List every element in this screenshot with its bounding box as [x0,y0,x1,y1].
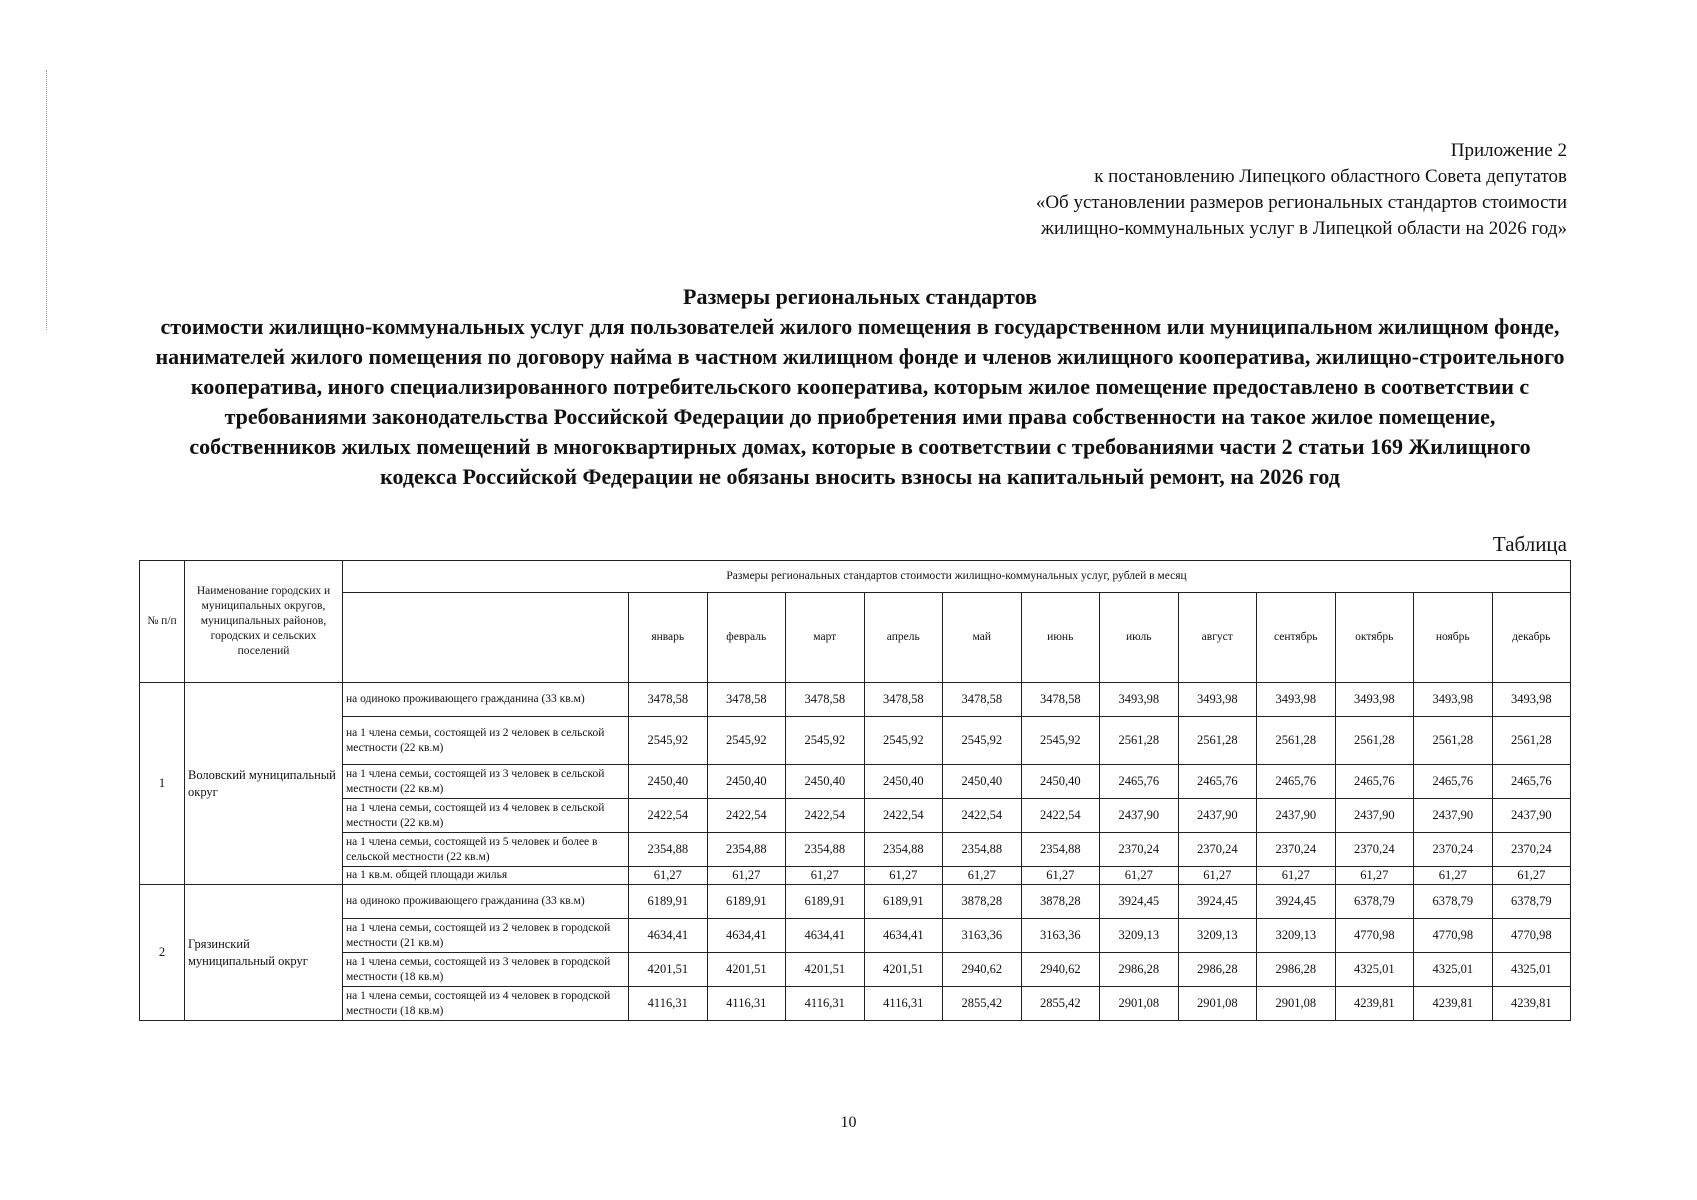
months-row [140,593,1571,683]
row-number: 2 [140,885,185,1021]
value-cell: 3493,98 [1492,683,1571,717]
value-cell: 4325,01 [1335,953,1414,987]
value-cell: 4634,41 [786,919,865,953]
header-name: Наименование городских и муниципальных округов, муниципальных районов, городских и сельских поселений [185,561,343,683]
value-cell: 3163,36 [1021,919,1100,953]
value-cell: 3478,58 [786,683,865,717]
value-cell: 3878,28 [943,885,1022,919]
table-row [140,683,1571,717]
annex-header [1036,138,1567,242]
value-cell: 4634,41 [864,919,943,953]
category-cell: на одиноко проживающего гражданина (33 кв.м) [343,683,629,717]
table-row [140,919,1571,953]
table-row [140,885,1571,919]
value-cell: 61,27 [1021,867,1100,885]
value-cell: 2354,88 [943,833,1022,867]
value-cell: 2545,92 [629,717,708,765]
value-cell: 6189,91 [786,885,865,919]
value-cell: 2354,88 [786,833,865,867]
category-cell: на 1 члена семьи, состоящей из 2 человек в сельской местности (22 кв.м) [343,717,629,765]
value-cell: 3493,98 [1335,683,1414,717]
value-cell: 2901,08 [1178,987,1257,1021]
value-cell: 2354,88 [629,833,708,867]
value-cell: 61,27 [629,867,708,885]
header-month: февраль [707,593,786,683]
value-cell: 2370,24 [1414,833,1493,867]
value-cell: 4201,51 [629,953,708,987]
value-cell: 4201,51 [707,953,786,987]
value-cell: 3163,36 [943,919,1022,953]
value-cell: 2437,90 [1100,799,1179,833]
value-cell: 2545,92 [786,717,865,765]
value-cell: 2422,54 [1021,799,1100,833]
value-cell: 4201,51 [864,953,943,987]
value-cell: 3209,13 [1257,919,1336,953]
header-month: январь [629,593,708,683]
value-cell: 2450,40 [786,765,865,799]
value-cell: 3493,98 [1178,683,1257,717]
value-cell: 4116,31 [629,987,708,1021]
header-num: № п/п [140,561,185,683]
value-cell: 4116,31 [707,987,786,1021]
header-group: Размеры региональных стандартов стоимости жилищно-коммунальных услуг, рублей в месяц [343,561,1571,593]
value-cell: 4770,98 [1414,919,1493,953]
value-cell: 2370,24 [1178,833,1257,867]
value-cell: 4201,51 [786,953,865,987]
value-cell: 2354,88 [1021,833,1100,867]
value-cell: 2465,76 [1257,765,1336,799]
value-cell: 4239,81 [1414,987,1493,1021]
value-cell: 2437,90 [1257,799,1336,833]
value-cell: 2450,40 [629,765,708,799]
tariff-table [139,560,1571,1021]
value-cell: 2545,92 [864,717,943,765]
value-cell: 2422,54 [629,799,708,833]
table-row [140,953,1571,987]
value-cell: 3878,28 [1021,885,1100,919]
value-cell: 2450,40 [943,765,1022,799]
table-caption: Таблица [1492,532,1567,556]
annex-line-3: «Об установлении размеров региональных стандартов стоимости [1035,192,1567,213]
value-cell: 4239,81 [1492,987,1571,1021]
value-cell: 6189,91 [629,885,708,919]
value-cell: 2465,76 [1100,765,1179,799]
value-cell: 2437,90 [1492,799,1571,833]
value-cell: 2465,76 [1414,765,1493,799]
category-cell: на 1 члена семьи, состоящей из 4 человек в городской местности (18 кв.м) [343,987,629,1021]
value-cell: 2855,42 [1021,987,1100,1021]
value-cell: 3924,45 [1100,885,1179,919]
value-cell: 2450,40 [707,765,786,799]
value-cell: 4116,31 [864,987,943,1021]
header-month: август [1178,593,1257,683]
value-cell: 61,27 [1178,867,1257,885]
annex-line-2: к постановлению Липецкого областного Совета депутатов [1094,166,1567,187]
value-cell: 2855,42 [943,987,1022,1021]
value-cell: 4634,41 [707,919,786,953]
value-cell: 2437,90 [1414,799,1493,833]
value-cell: 3493,98 [1414,683,1493,717]
value-cell: 6378,79 [1492,885,1571,919]
value-cell: 4770,98 [1335,919,1414,953]
document-heading [150,282,1570,492]
value-cell: 2370,24 [1492,833,1571,867]
value-cell: 6378,79 [1414,885,1493,919]
header-month: октябрь [1335,593,1414,683]
value-cell: 2561,28 [1100,717,1179,765]
value-cell: 4325,01 [1414,953,1493,987]
value-cell: 2450,40 [1021,765,1100,799]
value-cell: 2422,54 [786,799,865,833]
value-cell: 2545,92 [1021,717,1100,765]
header-month: декабрь [1492,593,1571,683]
category-cell: на 1 члена семьи, состоящей из 3 человек в сельской местности (22 кв.м) [343,765,629,799]
category-cell: на 1 кв.м. общей площади жилья [343,867,629,885]
annex-line-1: Приложение 2 [1450,140,1567,161]
value-cell: 2986,28 [1257,953,1336,987]
category-cell: на 1 члена семьи, состоящей из 4 человек в сельской местности (22 кв.м) [343,799,629,833]
value-cell: 6189,91 [864,885,943,919]
value-cell: 61,27 [1414,867,1493,885]
value-cell: 4770,98 [1492,919,1571,953]
value-cell: 3478,58 [1021,683,1100,717]
value-cell: 6189,91 [707,885,786,919]
value-cell: 61,27 [1492,867,1571,885]
municipality-name: Воловский муниципальный округ [185,683,343,885]
category-cell: на 1 члена семьи, состоящей из 3 человек в городской местности (18 кв.м) [343,953,629,987]
value-cell: 61,27 [943,867,1022,885]
annex-line-4: жилищно-коммунальных услуг в Липецкой области на 2026 год» [1040,218,1567,239]
municipality-name: Грязинский муниципальный округ [185,885,343,1021]
value-cell: 2986,28 [1178,953,1257,987]
value-cell: 3478,58 [707,683,786,717]
value-cell: 2561,28 [1414,717,1493,765]
value-cell: 2901,08 [1257,987,1336,1021]
category-cell: на 1 члена семьи, состоящей из 5 человек и более в сельской местности (22 кв.м) [343,833,629,867]
table-row [140,833,1571,867]
table-row [140,987,1571,1021]
header-month: апрель [864,593,943,683]
value-cell: 4116,31 [786,987,865,1021]
value-cell: 2422,54 [943,799,1022,833]
value-cell: 2986,28 [1100,953,1179,987]
table-row [140,717,1571,765]
value-cell: 2561,28 [1178,717,1257,765]
value-cell: 2437,90 [1335,799,1414,833]
page-number: 10 [840,1114,857,1131]
value-cell: 2465,76 [1335,765,1414,799]
scan-margin-marks [46,70,49,330]
table-row [140,799,1571,833]
heading-body: стоимости жилищно-коммунальных услуг для пользователей жилого помещения в государственном или муниципальном жилищном фонде, нанимателей жилого помещения по договору найма в частном жилищном фонде и членов жилищного кооператива, жилищно-строительного кооператива, иного специализированного потребительского кооператива, которым жилое помещение предоставлено в соответствии с требованиями законодательства Российской Федерации до приобретения ими права собственности на такое жилое помещение, собственников жилых помещений в многоквартирных домах, которые в соответствии с требованиями части 2 статьи 169 Жилищного кодекса Российской Федерации не обязаны вносить взносы на капитальный ремонт, на 2026 год [155,314,1565,489]
value-cell: 3493,98 [1100,683,1179,717]
header-month: ноябрь [1414,593,1493,683]
value-cell: 3493,98 [1257,683,1336,717]
table-row [140,867,1571,885]
header-category-blank [343,593,629,683]
value-cell: 2561,28 [1492,717,1571,765]
value-cell: 2940,62 [1021,953,1100,987]
value-cell: 2901,08 [1100,987,1179,1021]
value-cell: 3924,45 [1257,885,1336,919]
header-month: сентябрь [1257,593,1336,683]
value-cell: 2354,88 [707,833,786,867]
value-cell: 2450,40 [864,765,943,799]
value-cell: 3478,58 [629,683,708,717]
value-cell: 3478,58 [943,683,1022,717]
value-cell: 3924,45 [1178,885,1257,919]
value-cell: 2354,88 [864,833,943,867]
value-cell: 61,27 [1335,867,1414,885]
value-cell: 2545,92 [707,717,786,765]
value-cell: 3209,13 [1100,919,1179,953]
value-cell: 4634,41 [629,919,708,953]
table-row [140,765,1571,799]
value-cell: 2545,92 [943,717,1022,765]
value-cell: 6378,79 [1335,885,1414,919]
value-cell: 61,27 [864,867,943,885]
value-cell: 4325,01 [1492,953,1571,987]
value-cell: 2561,28 [1257,717,1336,765]
value-cell: 2370,24 [1257,833,1336,867]
value-cell: 2465,76 [1492,765,1571,799]
header-month: июль [1100,593,1179,683]
value-cell: 3209,13 [1178,919,1257,953]
value-cell: 3478,58 [864,683,943,717]
header-month: июнь [1021,593,1100,683]
row-number: 1 [140,683,185,885]
value-cell: 2940,62 [943,953,1022,987]
value-cell: 61,27 [786,867,865,885]
value-cell: 2422,54 [707,799,786,833]
heading-title: Размеры региональных стандартов [683,284,1037,309]
value-cell: 2370,24 [1100,833,1179,867]
table-body [140,683,1571,1021]
value-cell: 2370,24 [1335,833,1414,867]
category-cell: на одиноко проживающего гражданина (33 кв.м) [343,885,629,919]
value-cell: 61,27 [1100,867,1179,885]
value-cell: 4239,81 [1335,987,1414,1021]
header-month: май [943,593,1022,683]
value-cell: 2437,90 [1178,799,1257,833]
header-month: март [786,593,865,683]
category-cell: на 1 члена семьи, состоящей из 2 человек в городской местности (21 кв.м) [343,919,629,953]
value-cell: 61,27 [1257,867,1336,885]
value-cell: 2561,28 [1335,717,1414,765]
value-cell: 2422,54 [864,799,943,833]
value-cell: 61,27 [707,867,786,885]
value-cell: 2465,76 [1178,765,1257,799]
